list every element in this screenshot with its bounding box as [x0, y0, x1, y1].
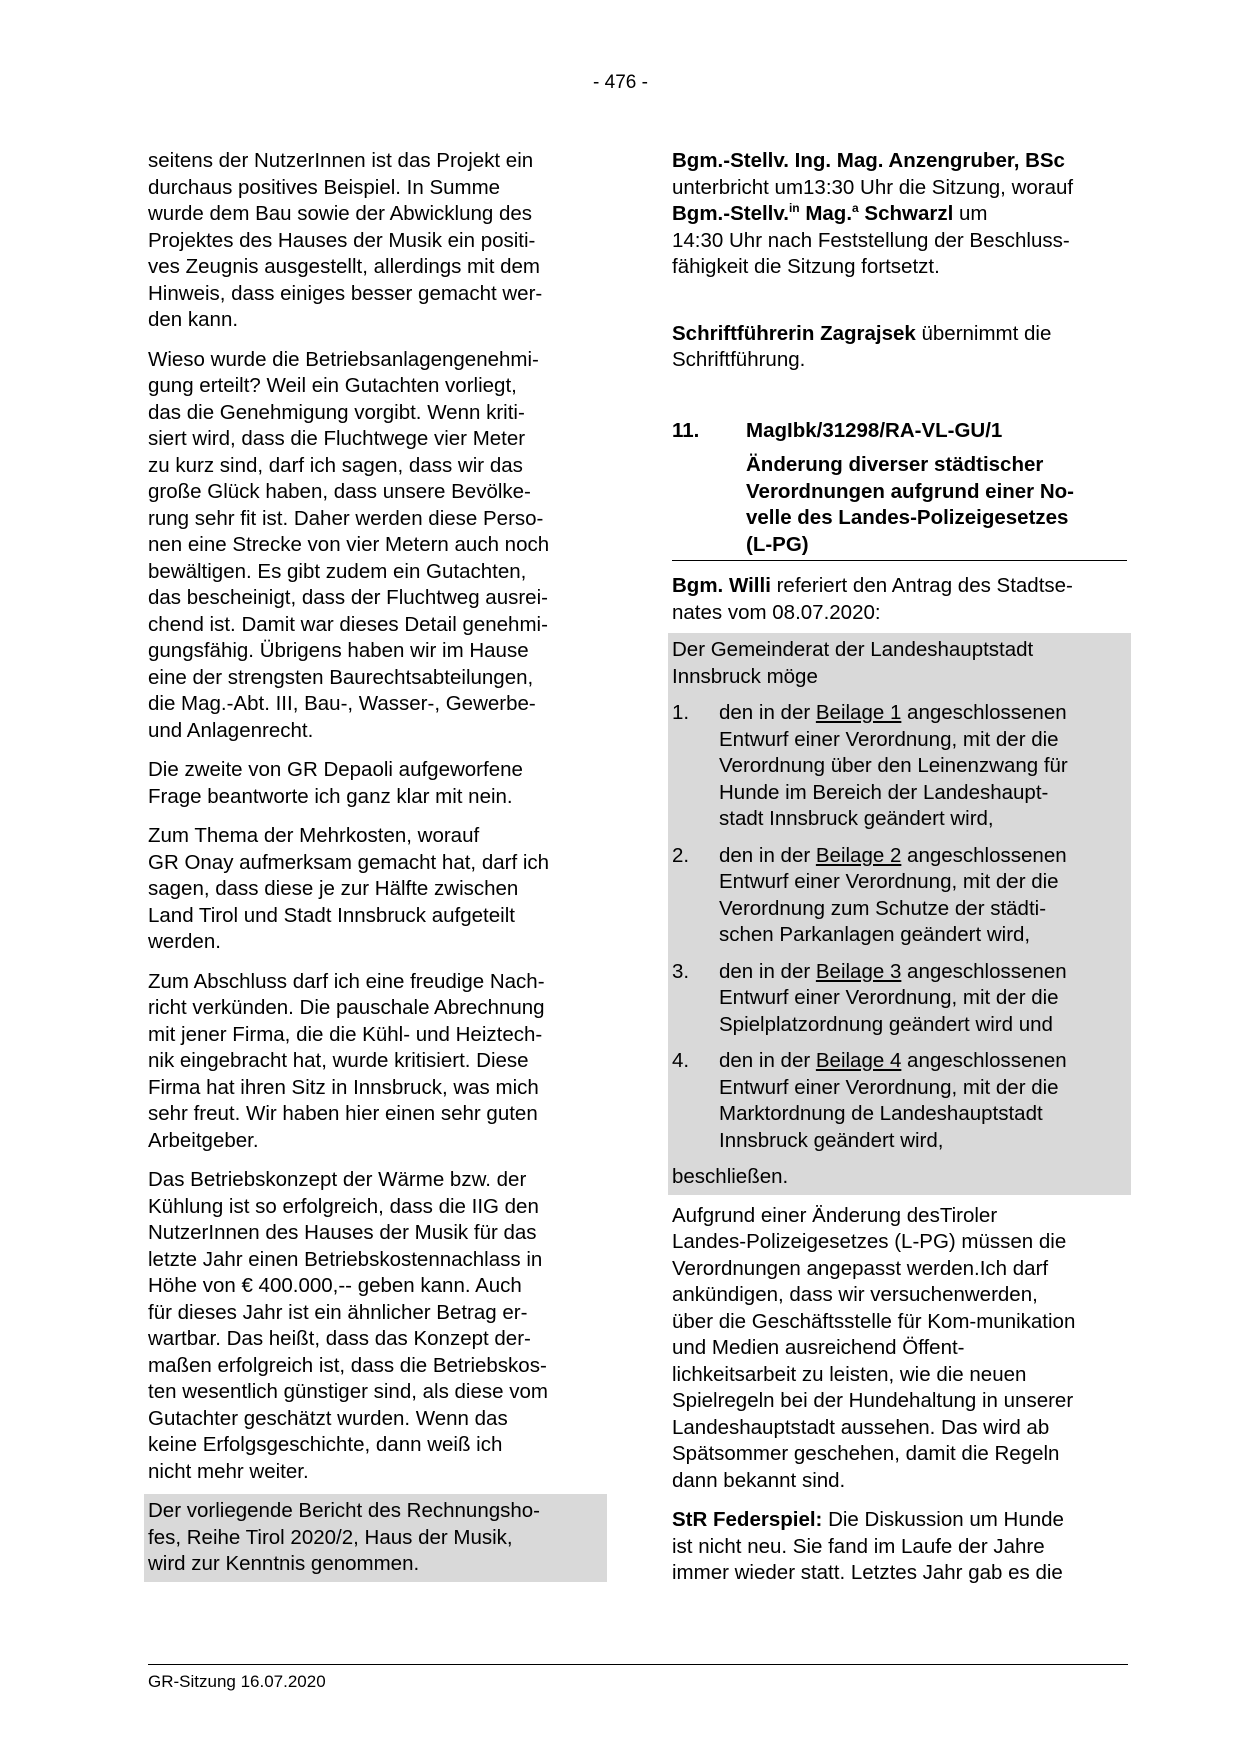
paragraph-project-summary [148, 148, 603, 334]
text-line: Hunde im Bereich der Landeshaupt- [719, 780, 1049, 804]
text-line: zu kurz sind, darf ich sagen, dass wir das [148, 453, 523, 477]
text-line: Die zweite von GR Depaoli aufgeworfene [148, 758, 523, 781]
agenda-number: 11. [672, 418, 700, 442]
text-line: (L-PG) [746, 532, 809, 556]
paragraph-explanation [672, 1203, 1127, 1495]
list-number: 1. [672, 701, 690, 724]
text-line: richt verkünden. Die pauschale Abrechnung [148, 996, 545, 1019]
agenda-item-header [672, 418, 1127, 445]
text-line: Verordnungen aufgrund einer No- [746, 479, 1075, 503]
text-line: 14:30 Uhr nach Feststellung der Beschluss- [672, 228, 1070, 252]
text-line: fes, Reihe Tirol 2020/2, Haus der Musik, [148, 1525, 513, 1549]
text-line: Spielregeln bei der Hundehaltung in unserer [672, 1389, 1074, 1412]
text-line: den in der Beilage 1 angeschlossenen [719, 701, 1067, 724]
motion-box [668, 633, 1131, 1195]
text-line: Landes-Polizeigesetzes (L-PG) müssen die [672, 1230, 1067, 1253]
speaker-name: Bgm. Willi [672, 574, 771, 597]
list-number: 3. [672, 959, 690, 983]
speaker-name: Bgm.-Stellv. Ing. Mag. Anzengruber, BSc [672, 149, 1065, 172]
text-line: Innsbruck geändert wird, [719, 1128, 944, 1152]
page-number: - 476 - [593, 72, 648, 93]
left-column [148, 148, 603, 1582]
text-line: Bgm.-Stellv.$^{in}$ Mag.$^a$ Schwarzl um [672, 201, 988, 225]
text-line: Spielplatzordnung geändert wird und [719, 1012, 1053, 1036]
text-line: unterbricht um13:30 Uhr die Sitzung, worauf [672, 175, 1074, 199]
text-line: Gutachter geschätzt wurden. Wenn das [148, 1406, 508, 1430]
text-line: wird zur Kenntnis genommen. [148, 1552, 420, 1575]
list-number: 2. [672, 843, 690, 867]
text-line: den in der Beilage 2 angeschlossenen [719, 843, 1067, 867]
paragraph-operating-permit [148, 347, 603, 745]
text-line: eine der strengsten Baurechtsabteilungen, [148, 665, 534, 689]
text-line: beschließen. [672, 1165, 789, 1188]
text-line: letzte Jahr einen Betriebskostennachlass in [148, 1247, 543, 1271]
text-line: Verordnung über den Leinenzwang für [719, 754, 1068, 777]
text-line: Bgm. Willi referiert den Antrag des Stadtse- [672, 574, 1073, 597]
paragraph-operating-concept [148, 1167, 603, 1485]
text-line: Entwurf einer Verordnung, mit der die [719, 727, 1059, 751]
paragraph-secretary [672, 321, 1127, 374]
text-line: Verordnung zum Schutze der städti- [719, 896, 1047, 920]
text-line: sagen, dass diese je zur Hälfte zwischen [148, 877, 519, 900]
speaker-name: Schriftführerin Zagrajsek [672, 321, 916, 345]
text-line: Entwurf einer Verordnung, mit der die [719, 986, 1059, 1009]
text-line: große Glück haben, dass unsere Bevölke- [148, 480, 531, 503]
text-line: wartbar. Das heißt, dass das Konzept der- [148, 1327, 531, 1350]
agenda-title-block [672, 452, 1127, 561]
paragraph-federspiel [672, 1507, 1127, 1587]
text-line: velle des Landes-Polizeigesetzes [746, 506, 1069, 529]
list-item [672, 843, 1127, 949]
text-line: nicht mehr weiter. [148, 1459, 309, 1483]
text-line: Innsbruck möge [672, 664, 818, 688]
text-line: stadt Innsbruck geändert wird, [719, 807, 994, 830]
text-line: ankündigen, dass wir versuchenwerden, [672, 1283, 1038, 1306]
text-line: Zum Abschluss darf ich eine freudige Nach- [148, 969, 545, 993]
footer-session-date: GR-Sitzung 16.07.2020 [148, 1672, 326, 1691]
text-line: rung sehr fit ist. Daher werden diese Perso- [148, 506, 544, 530]
paragraph-session-interruption [672, 148, 1127, 281]
text-line: maßen erfolgreich ist, dass die Betriebskos- [148, 1353, 547, 1377]
text-line: nen eine Strecke von vier Metern auch noch [148, 533, 550, 556]
list-item [672, 959, 1127, 1039]
paragraph-second-question [148, 757, 603, 810]
text-line: Kühlung ist so erfolgreich, dass die IIG den [148, 1194, 539, 1218]
speaker-name: StR Federspiel: [672, 1508, 823, 1531]
text-line: Land Tirol und Stadt Innsbruck aufgeteilt [148, 903, 515, 927]
text-line: den kann. [148, 308, 239, 331]
text-line: Änderung diverser städtischer [746, 453, 1044, 476]
text-line: Höhe von € 400.000,-- geben kann. Auch [148, 1274, 522, 1297]
text-line: Projektes des Hauses der Musik ein positi- [148, 228, 536, 252]
text-line: keine Erfolgsgeschichte, dann weiß ich [148, 1433, 503, 1456]
agenda-code: MagIbk/31298/RA-VL-GU/1 [746, 418, 1003, 442]
text-line: das die Genehmigung vorgibt. Wenn kriti- [148, 400, 525, 424]
text-line: Entwurf einer Verordnung, mit der die [719, 870, 1059, 893]
text-line: Schriftführung. [672, 348, 806, 371]
text-line: Wieso wurde die Betriebsanlagengenehmi- [148, 347, 539, 371]
text-line: NutzerInnen des Hauses der Musik für das [148, 1221, 537, 1244]
text-line: Entwurf einer Verordnung, mit der die [719, 1075, 1059, 1099]
text-line: Aufgrund einer Änderung desTiroler [672, 1203, 998, 1227]
list-item [672, 700, 1127, 833]
footer-divider [148, 1664, 1128, 1665]
text-line: nik eingebracht hat, wurde kritisiert. Diese [148, 1049, 529, 1072]
text-line: mit jener Firma, die die Kühl- und Heiztech- [148, 1022, 543, 1046]
text-line: Der vorliegende Bericht des Rechnungsho- [148, 1499, 541, 1522]
text-line: wurde dem Bau sowie der Abwicklung des [148, 202, 533, 225]
text-line: durchaus positives Beispiel. In Summe [148, 175, 501, 199]
text-line: lichkeitsarbeit zu leisten, wie die neuen [672, 1362, 1027, 1386]
text-line: Verordnungen angepasst werden.Ich darf [672, 1256, 1049, 1280]
text-line: Das Betriebskonzept der Wärme bzw. der [148, 1168, 527, 1191]
text-line: dann bekannt sind. [672, 1468, 846, 1492]
text-line: Zum Thema der Mehrkosten, worauf [148, 824, 480, 847]
paragraph-additional-costs [148, 823, 603, 956]
attachment-link[interactable]: Beilage 2 [815, 843, 902, 867]
text-line: Frage beantworte ich ganz klar mit nein. [148, 784, 513, 808]
text-line: sehr freut. Wir haben hier einen sehr guten [148, 1102, 538, 1125]
text-line: StR Federspiel: Die Diskussion um Hunde [672, 1508, 1064, 1531]
text-line: GR Onay aufmerksam gemacht hat, darf ich [148, 850, 550, 874]
text-line: schen Parkanlagen geändert wird, [719, 923, 1031, 946]
text-line: siert wird, dass die Fluchtwege vier Meter [148, 427, 526, 450]
speaker-name: Bgm.-Stellv.$^{in}$ Mag.$^a$ Schwarzl [672, 201, 954, 225]
attachment-link[interactable]: Beilage 4 [815, 1049, 902, 1072]
list-number: 4. [672, 1049, 690, 1072]
attachment-link[interactable]: Beilage 3 [815, 959, 902, 983]
text-line: das bescheinigt, dass der Fluchtweg ausrei- [148, 586, 548, 609]
text-line: werden. [148, 930, 221, 953]
text-line: Hinweis, dass einiges besser gemacht wer- [148, 281, 543, 305]
text-line: den in der Beilage 4 angeschlossenen [719, 1049, 1067, 1072]
right-column [672, 148, 1127, 1587]
text-line: seitens der NutzerInnen ist das Projekt ein [148, 149, 534, 172]
paragraph-report [672, 573, 1127, 626]
text-line: Arbeitgeber. [148, 1128, 259, 1152]
text-line: nates vom 08.07.2020: [672, 600, 881, 624]
text-line: ves Zeugnis ausgestellt, allerdings mit dem [148, 255, 540, 278]
text-line: Der Gemeinderat der Landeshauptstadt [672, 638, 1034, 661]
paragraph-good-news [148, 969, 603, 1155]
text-line: den in der Beilage 3 angeschlossenen [719, 959, 1067, 983]
resolution-box [144, 1494, 607, 1582]
text-line: chend ist. Damit war dieses Detail genehmi- [148, 612, 548, 636]
text-line: bewältigen. Es gibt zudem ein Gutachten, [148, 559, 527, 583]
text-line: Schriftführerin Zagrajsek übernimmt die [672, 321, 1052, 345]
text-line: fähigkeit die Sitzung fortsetzt. [672, 255, 940, 278]
attachment-link[interactable]: Beilage 1 [815, 701, 902, 724]
text-line [672, 148, 1127, 175]
text-line: Landeshauptstadt aussehen. Das wird ab [672, 1415, 1050, 1439]
text-line: Firma hat ihren Sitz in Innsbruck, was mich [148, 1075, 539, 1099]
text-line: die Mag.-Abt. III, Bau-, Wasser-, Gewerbe- [148, 692, 536, 715]
text-line: ten wesentlich günstiger sind, als diese vom [148, 1380, 548, 1403]
text-line: ist nicht neu. Sie fand im Laufe der Jahre [672, 1534, 1045, 1558]
text-line: und Anlagenrecht. [148, 718, 314, 742]
text-line: für dieses Jahr ist ein ähnlicher Betrag er- [148, 1300, 528, 1324]
agenda-title [746, 452, 1127, 558]
list-item [672, 1048, 1127, 1154]
text-line: Marktordnung de Landeshauptstadt [719, 1102, 1043, 1125]
text-line: Spätsommer geschehen, damit die Regeln [672, 1442, 1060, 1465]
text-line: gungsfähig. Übrigens haben wir im Hause [148, 639, 529, 662]
text-line: und Medien ausreichend Öffent- [672, 1336, 965, 1359]
text-line: über die Geschäftsstelle für Kom-munikation [672, 1309, 1076, 1333]
text-line: immer wieder statt. Letztes Jahr gab es die [672, 1561, 1063, 1584]
text-line: gung erteilt? Weil ein Gutachten vorliegt, [148, 374, 517, 397]
